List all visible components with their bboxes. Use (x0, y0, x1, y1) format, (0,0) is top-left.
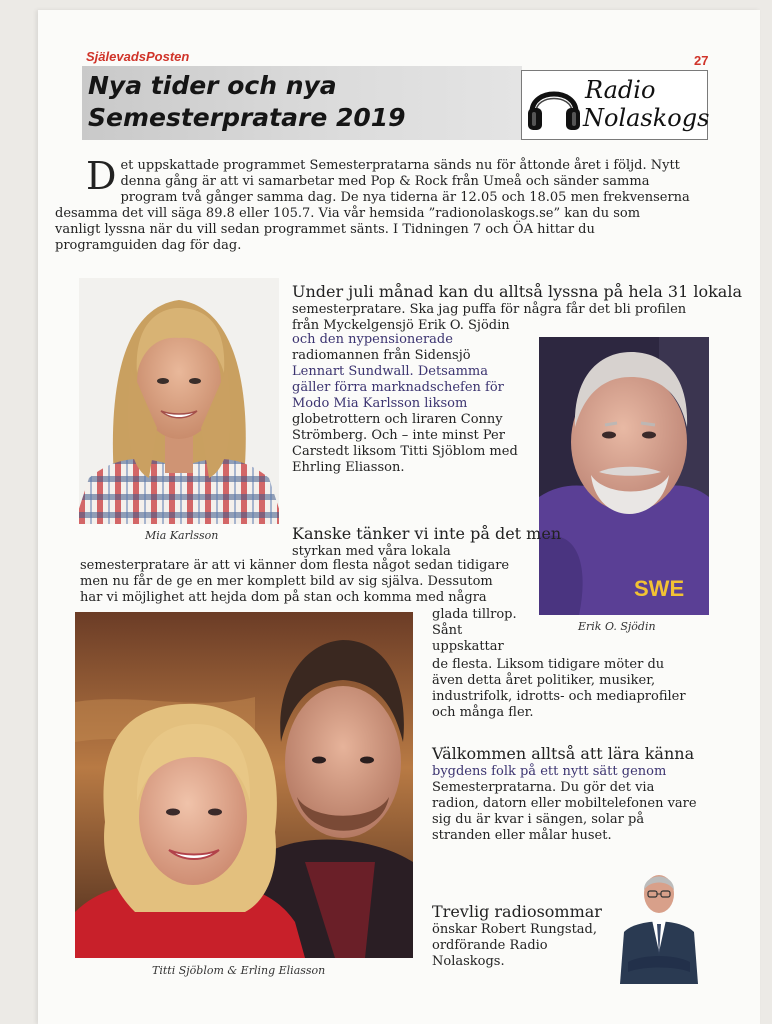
section2-wide (292, 284, 742, 334)
signoff-line: önskar Robert Rungstad, (432, 922, 598, 937)
intro-line: programguiden dag för dag. (55, 238, 242, 253)
section3-line: semesterpratare är att vi känner dom flesta något sedan tidigare (80, 558, 510, 573)
section3-line: styrkan med våra lokala (292, 544, 451, 559)
intro-line: et uppskattade programmet Semesterpratarna sänds nu för åttonde året i följd. Nytt (120, 158, 680, 173)
section2-line: semesterpratare. Ska jag puffa för några får det bli profilen (292, 302, 687, 317)
masthead: SjälevadsPosten (86, 49, 190, 64)
section4-line: Semesterpratarna. Du gör det via (432, 780, 655, 795)
section3-line (292, 526, 561, 544)
intro-line: vanligt lyssna när du vill sedan programmet sänts. I Tidningen 7 och ÖA hittar du (55, 222, 595, 237)
section2-line: Ehrling Eliasson. (292, 460, 405, 475)
section4-line: radion, datorn eller mobiltelefonen vare (432, 796, 697, 811)
section4-line: stranden eller målar huset. (432, 828, 612, 843)
section4-paragraph (432, 746, 697, 844)
headphones-icon (526, 76, 582, 138)
caption-erik: Erik O. Sjödin (578, 620, 656, 633)
page-number: 27 (694, 53, 709, 68)
section2-line: globetrottern och lirаren Conny (292, 412, 503, 427)
section2-line: gäller förra marknadschefen för (292, 380, 504, 395)
photo-robert-rungstad (618, 862, 700, 984)
page-title (88, 70, 518, 134)
signoff (432, 904, 602, 970)
section3-line: industrifolk, idrotts- och mediaprofiler (432, 689, 686, 704)
section3-line: Sånt (432, 623, 463, 638)
jersey-text: SWE (634, 576, 685, 601)
section2-line: Carstedt liksom Titti Sjöblom med (292, 444, 518, 459)
section4-line-text: Välkommen alltså att lära känna (432, 744, 695, 763)
section3-line: uppskattar (432, 639, 504, 654)
section3-indented (292, 526, 561, 560)
section2-line (292, 284, 742, 302)
section3-line: glada tillrop. (432, 607, 517, 622)
intro-dropcap: D (86, 154, 117, 198)
section2-line: och den nypensionerade (292, 332, 453, 347)
title-line-1: Nya tider och nya (88, 71, 337, 100)
photo-erik-sjodin (539, 337, 709, 615)
radio-logo-text (583, 76, 708, 132)
signoff-line-text: Trevlig radiosommar (432, 902, 602, 921)
photo-titti-erling (75, 612, 413, 958)
caption-titti-erling: Titti Sjöblom & Erling Eliasson (152, 964, 326, 977)
section3-line: de flesta. Liksom tidigare möter du (432, 657, 665, 672)
photo-mia-karlsson (79, 278, 279, 524)
intro-line: denna gång är att vi samarbetar med Pop & Rock från Umeå och sänder samma (120, 174, 650, 189)
intro-line: program två gånger samma dag. De nya tiderna är 12.05 och 18.05 men frekvenserna (120, 190, 690, 205)
section3-narrow (432, 607, 517, 655)
section3-full (80, 558, 509, 606)
section2-line-text: Under juli månad kan du alltså lyssna på hela 31 lokala (292, 282, 742, 301)
signoff-line (432, 904, 602, 922)
section3-line: men nu får de ge en mer komplett bild av sig själva. Dessutom (80, 574, 493, 589)
section2-line: radiomannen från Sidensjö (292, 348, 471, 363)
title-line-2: Semesterpratare 2019 (88, 103, 406, 132)
section3-line-text: Kanske tänker vi inte på det men (292, 524, 562, 543)
section2-line: Strömberg. Och – inte minst Per (292, 428, 505, 443)
section3-right (432, 657, 686, 721)
intro-paragraph (55, 154, 706, 254)
section2-line: från Myckelgensjö Erik O. Sjödin (292, 318, 510, 333)
logo-line-1: Radio (585, 76, 656, 104)
caption-mia: Mia Karlsson (145, 529, 219, 542)
section2-narrow (292, 332, 518, 476)
section4-line: bygdens folk på ett nytt sätt genom (432, 764, 667, 779)
section3-line: även detta året politiker, musiker, (432, 673, 656, 688)
section4-line (432, 746, 697, 764)
signoff-line: Nolaskogs. (432, 954, 505, 969)
section2-line: Lennart Sundwall. Detsamma (292, 364, 488, 379)
section3-line: och många fler. (432, 705, 534, 720)
signoff-line: ordförande Radio (432, 938, 548, 953)
section4-line: sig du är kvar i sängen, solar på (432, 812, 645, 827)
logo-line-2: Nolaskogs (583, 104, 710, 132)
intro-line: desamma det vill säga 89.8 eller 105.7. Via vår hemsida ”radionolaskogs.se” kan du som (55, 206, 641, 221)
section2-line: Modo Mia Karlsson liksom (292, 396, 468, 411)
section3-line: har vi möjlighet att hejda dom på stan och komma med några (80, 590, 487, 605)
